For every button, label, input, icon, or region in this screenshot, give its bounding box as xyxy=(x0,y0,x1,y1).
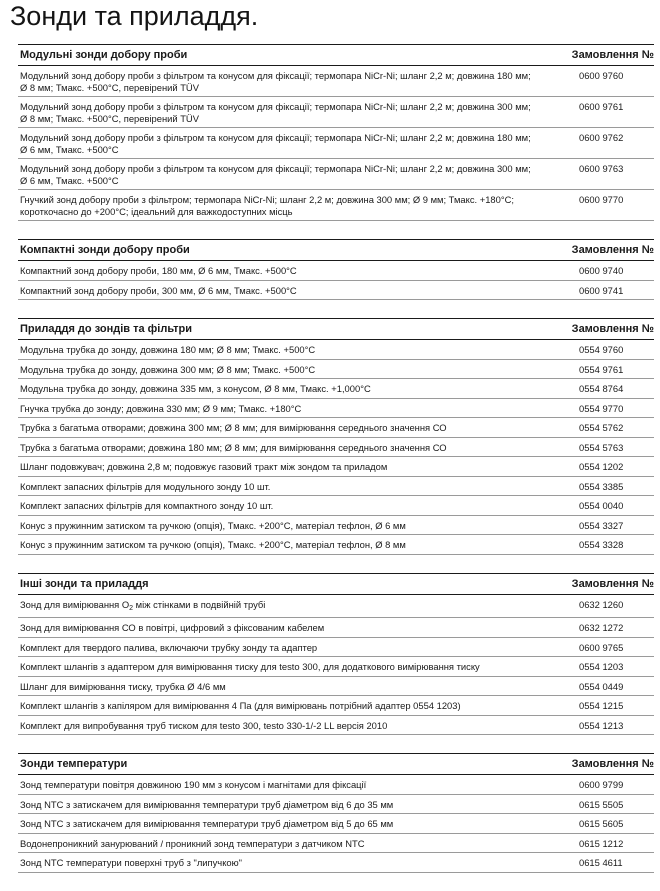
sections-container xyxy=(0,44,660,891)
table-row xyxy=(18,638,654,658)
table-row xyxy=(18,535,654,555)
table-row xyxy=(18,438,654,458)
product-description: Комплект для твердого палива, включаючи трубку зонду та адаптер xyxy=(20,641,318,653)
product-description: Конус з пружинним затиском та ручкою (опція), Тмакс. +200°C, матеріал тефлон, Ø 8 мм xyxy=(20,539,406,550)
table-row xyxy=(18,190,654,221)
text-part: між стінками в подвійній трубі xyxy=(133,598,266,610)
table-row xyxy=(18,853,654,873)
order-number: 0600 9740 xyxy=(579,265,624,276)
order-number: 0600 9799 xyxy=(579,779,624,790)
product-description: Трубка з багатьма отворами; довжина 300 мм; Ø 8 мм; для вимірювання середнього значення СО xyxy=(20,422,447,433)
order-number: 0600 9761 xyxy=(579,101,624,112)
product-description: Шланг для вимірювання тиску, трубка Ø 4/6 мм xyxy=(20,680,226,692)
table-row xyxy=(18,618,654,638)
section-title: Модульні зонди добору проби xyxy=(20,49,188,61)
table-row xyxy=(18,457,654,477)
table-row xyxy=(18,360,654,380)
section-header xyxy=(18,239,654,261)
table-row xyxy=(18,834,654,854)
order-number: 0615 5605 xyxy=(579,818,624,829)
product-description: Зонд NTC з затискачем для вимірювання температури труб діаметром від 5 до 65 мм xyxy=(20,818,394,829)
order-number: 0554 0449 xyxy=(579,680,624,692)
section-title: Приладдя до зондів та фільтри xyxy=(20,323,192,335)
product-description: Зонд для вимірювання СО в повітрі, цифровий з фіксованим кабелем xyxy=(20,622,325,633)
product-description: Шланг подовжувач; довжина 2,8 м; подовжує газовий тракт між зондом та приладом xyxy=(20,461,388,472)
catalog-section xyxy=(0,573,660,736)
table-row xyxy=(18,516,654,536)
order-number-header: Замовлення № xyxy=(571,323,654,335)
table-row xyxy=(18,281,654,301)
order-number: 0554 3385 xyxy=(579,480,624,492)
product-description: Трубка з багатьма отворами; довжина 180 мм; Ø 8 мм; для вимірювання середнього значення СО xyxy=(20,441,447,453)
table-row xyxy=(18,159,654,190)
text-part: Зонд для вимірювання O xyxy=(20,598,130,610)
product-description: Комплект шлангів з капіляром для вимірювання 4 Па (для вимірювань потрібний адаптер 0554 1203) xyxy=(20,700,461,711)
order-number: 0600 9763 xyxy=(579,163,624,174)
order-number: 0554 9770 xyxy=(579,402,624,414)
product-description: Компактний зонд добору проби, 180 мм, Ø 6 мм, Тмакс. +500°C xyxy=(20,265,297,276)
product-description: Гнучка трубка до зонду; довжина 330 мм; Ø 9 мм; Тмакс. +180°C xyxy=(20,402,302,414)
product-description: Водонепроникний занурюваний / проникний зонд температури з датчиком NTC xyxy=(20,837,365,849)
product-description: Комплект для випробування труб тиском для testo 300, testo 330-1/-2 LL версія 2010 xyxy=(20,719,388,731)
product-description: Зонд NTC з затискачем для вимірювання температури труб діаметром від 6 до 35 мм xyxy=(20,798,394,810)
order-number: 0554 9760 xyxy=(579,344,624,355)
subscript: 2 xyxy=(129,604,134,612)
product-description: Зонд NTC температури поверхні труб з "липучкою" xyxy=(20,857,242,868)
order-number: 0554 1203 xyxy=(579,661,624,672)
section-title: Компактні зонди добору проби xyxy=(20,244,190,256)
order-number: 0554 8764 xyxy=(579,383,624,394)
order-number: 0554 3328 xyxy=(579,539,624,550)
order-number: 0554 9761 xyxy=(579,363,624,375)
product-description: Комплект шлангів з адаптером для вимірювання тиску для testo 300, для додаткового вимірювання тиску xyxy=(20,661,480,672)
product-description: Модульна трубка до зонду, довжина 300 мм; Ø 8 мм; Тмакс. +500°C xyxy=(20,363,316,375)
order-number: 0600 9741 xyxy=(579,284,624,296)
product-description: Модульна трубка до зонду, довжина 180 мм; Ø 8 мм; Тмакс. +500°C xyxy=(20,344,316,355)
table-row xyxy=(18,496,654,516)
table-row xyxy=(18,595,654,619)
section-header xyxy=(18,753,654,775)
order-number: 0615 5505 xyxy=(579,798,624,810)
product-description xyxy=(20,599,535,615)
table-row xyxy=(18,775,654,795)
table-row xyxy=(18,716,654,736)
table-row xyxy=(18,66,654,97)
section-header xyxy=(18,44,654,66)
order-number: 0600 9765 xyxy=(579,641,624,653)
section-header xyxy=(18,318,654,340)
catalog-section xyxy=(0,753,660,873)
order-number: 0600 9770 xyxy=(579,194,624,205)
catalog-section xyxy=(0,318,660,555)
product-description: Модульна трубка до зонду, довжина 335 мм, з конусом, Ø 8 мм, Тмакс. +1,000°C xyxy=(20,383,371,394)
table-row xyxy=(18,128,654,159)
order-number: 0632 1272 xyxy=(579,622,624,633)
table-row xyxy=(18,696,654,716)
order-number: 0554 1213 xyxy=(579,719,624,731)
order-number: 0600 9760 xyxy=(579,70,624,81)
product-description: Конус з пружинним затиском та ручкою (опція), Тмакс. +200°C, матеріал тефлон, Ø 6 мм xyxy=(20,519,406,531)
product-description: Модульний зонд добору проби з фільтром та конусом для фіксації; термопара NiCr-Ni; шланг 2,2 м; довжина 180 мм; Ø 6 мм, Тмакс. +500°C xyxy=(20,132,531,155)
order-number: 0554 1202 xyxy=(579,461,624,472)
table-row xyxy=(18,97,654,128)
product-description: Комплект запасних фільтрів для модульного зонду 10 шт. xyxy=(20,480,271,492)
order-number: 0554 5762 xyxy=(579,422,624,433)
product-description: Зонд температури повітря довжиною 190 мм з конусом і магнітами для фіксації xyxy=(20,779,367,790)
table-row xyxy=(18,340,654,360)
order-number: 0554 3327 xyxy=(579,519,624,531)
product-description: Компактний зонд добору проби, 300 мм, Ø 6 мм, Тмакс. +500°C xyxy=(20,284,297,296)
section-title: Інші зонди та приладдя xyxy=(20,577,149,590)
table-row xyxy=(18,677,654,697)
table-row xyxy=(18,379,654,399)
catalog-section xyxy=(0,44,660,221)
product-description: Модульний зонд добору проби з фільтром та конусом для фіксації; термопара NiCr-Ni; шланг 2,2 м; довжина 180 мм; Ø 8 мм; Тмакс. +500°C, перевірений TÜV xyxy=(20,70,531,93)
order-number: 0632 1260 xyxy=(579,598,624,610)
order-number: 0600 9762 xyxy=(579,132,624,143)
table-row xyxy=(18,477,654,497)
table-row xyxy=(18,261,654,281)
order-number: 0554 0040 xyxy=(579,500,624,511)
section-header xyxy=(18,573,654,595)
order-number-header: Замовлення № xyxy=(571,49,654,61)
product-description: Гнучкий зонд добору проби з фільтром; термопара NiCr-Ni; шланг 2,2 м; довжина 300 мм; Ø 9 мм; Тмакс. +180°C; короткочасно до +200°C; ідеальний для важкодоступних місць xyxy=(20,194,514,217)
order-number: 0615 4611 xyxy=(579,857,623,868)
table-row xyxy=(18,795,654,815)
order-number: 0554 1215 xyxy=(579,700,624,711)
page-title: Зонди та приладдя. xyxy=(10,1,259,31)
order-number: 0554 5763 xyxy=(579,441,624,453)
order-number-header: Замовлення № xyxy=(571,244,654,256)
product-description: Модульний зонд добору проби з фільтром та конусом для фіксації; термопара NiCr-Ni; шланг 2,2 м; довжина 300 мм; Ø 8 мм; Тмакс. +500°C, перевірений TÜV xyxy=(20,101,531,124)
table-row xyxy=(18,657,654,677)
table-row xyxy=(18,418,654,438)
product-description: Комплект запасних фільтрів для компактного зонду 10 шт. xyxy=(20,500,274,511)
order-number-header: Замовлення № xyxy=(571,577,654,590)
order-number: 0615 1212 xyxy=(579,837,624,849)
catalog-section xyxy=(0,239,660,300)
section-title: Зонди температури xyxy=(20,758,128,770)
product-description: Модульний зонд добору проби з фільтром та конусом для фіксації; термопара NiCr-Ni; шланг 2,2 м; довжина 300 мм; Ø 6 мм, Тмакс. +500°C xyxy=(20,163,531,186)
table-row xyxy=(18,814,654,834)
order-number-header: Замовлення № xyxy=(571,758,654,770)
table-row xyxy=(18,399,654,419)
